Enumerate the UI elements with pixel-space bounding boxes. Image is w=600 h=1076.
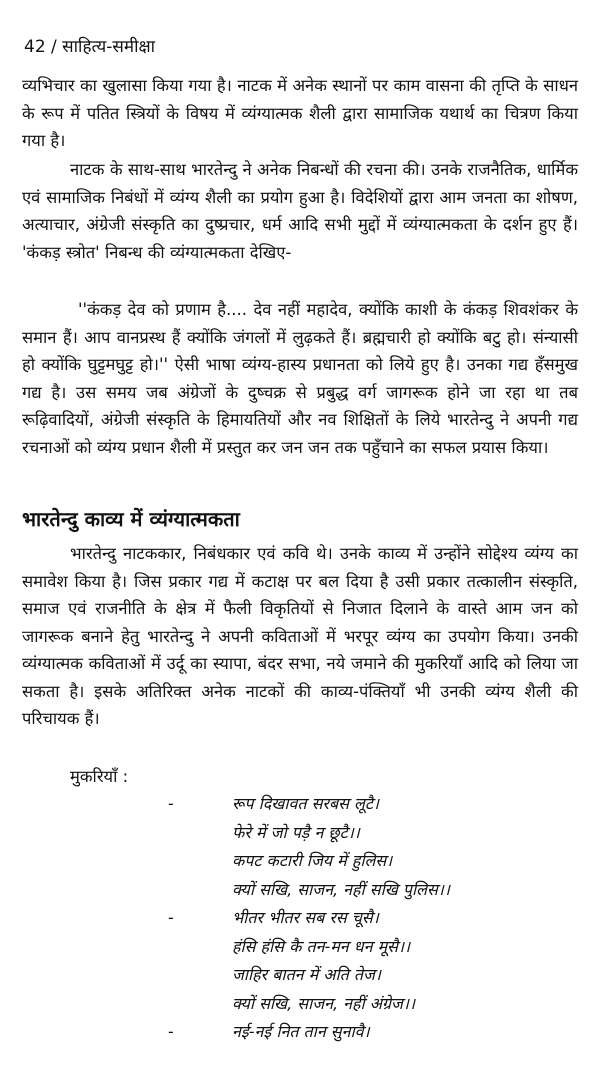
verse-line (0, 876, 600, 905)
verse-text: जाहिर बातन में अति तेज। (232, 965, 381, 984)
mukri-label: मुकरियाँ : (70, 767, 129, 786)
verse-line (0, 933, 600, 962)
section-heading: भारतेन्दु काव्य में व्यंग्यात्मकता (22, 507, 240, 531)
verse-line (0, 790, 600, 819)
verse-line (0, 904, 600, 933)
verse-dash: - (168, 1022, 174, 1041)
paragraph-1: व्यभिचार का खुलासा किया गया है। नाटक में अनेक स्थानों पर काम वासना की तृप्ति के साधन के रूप में पतित स्त्रियों के विषय में व्यंग्यात्मक शैली द्वारा सामाजिक यथार्थ का चित्रण किया गया है। (22, 76, 578, 150)
verse-dash: - (168, 908, 174, 927)
verse-text: हंसि हंसि कै तन-मन धन मूसै।। (232, 936, 411, 956)
verse-text: फेरे में जो पड़ै न छूटै।। (232, 822, 360, 842)
page-header: 42 / साहित्य-समीक्षा (24, 37, 156, 57)
verse-text: कपट कटारी जिय में हुलिस। (232, 851, 393, 870)
verse-text: रूप दिखावत सरबस लूटै। (232, 794, 379, 813)
quote-paragraph: ''कंकड़ देव को प्रणाम है.... देव नहीं महादेव, क्योंकि काशी के कंकड़ शिवशंकर के समान हैं। आप वानप्रस्थ हैं क्योंकि जंगलों में लुढ़कते हैं। ब्रह्मचारी हो क्योंकि बटु हो। संन्यासी हो क्योंकि घुट्टमघुट्ट हो।'' ऐसी भाषा व्यंग्य-हास्य प्रधानता को लिये हुए है। उनका गद्य हँसमुख गद्य है। उस समय जब अंग्रेजों के दुष्चक्र से प्रबुद्ध वर्ग जागरूक होने जा रहा था तब रूढ़िवादियों, अंग्रेजी संस्कृति के हिमायतियों और नव शिक्षितों के लिये भारतेन्दु ने अपनी गद्य रचनाओं को व्यंग्य प्रधान शैली में प्रस्तुत कर जन जन तक पहुँचाने का सफल प्रयास किया। (22, 300, 578, 457)
verse-text: नई-नई नित तान सुनावै। (232, 1022, 370, 1041)
verse-text: क्यों सखि, साजन, नहीं सखि पुलिस।। (232, 879, 450, 899)
verse-text: भीतर भीतर सब रस चूसै। (232, 908, 379, 927)
verse-line (0, 961, 600, 990)
section-paragraph: भारतेन्दु नाटककार, निबंधकार एवं कवि थे। उनके काव्य में उन्होंने सोद्देश्य व्यंग्य का समावेश किया है। जिस प्रकार गद्य में कटाक्ष पर बल दिया है उसी प्रकार तत्कालीन संस्कृति, समाज एवं राजनीति के क्षेत्र में फैली विकृतियों से निजात दिलाने के वास्ते आम जन को जागरूक बनाने हेतु भारतेन्दु ने अपनी कविताओं में भरपूर व्यंग्य का उपयोग किया। उनकी व्यंग्यात्मक कविताओं में उर्दू का स्यापा, बंदर सभा, नये जमाने की मुकरियाँ आदि को लिया जा सकता है। इसके अतिरिक्त अनेक नाटकों की काव्य-पंक्तियाँ भी उनकी व्यंग्य शैली की परिचायक हैं। (22, 544, 578, 728)
paragraph-2: नाटक के साथ-साथ भारतेन्दु ने अनेक निबन्धों की रचना की। उनके राजनैतिक, धार्मिक एवं सामाजिक निबंधों में व्यंग्य शैली का प्रयोग हुआ है। विदेशियों द्वारा आम जनता का शोषण, अत्याचार, अंग्रेजी संस्कृति का दुष्प्रचार, धर्म आदि सभी मुद्दों में व्यंग्यात्मकता के दर्शन हुए हैं। 'कंकड़ स्त्रोत' निबन्ध की व्यंग्यात्मकता देखिए- (22, 160, 578, 262)
verse-line (0, 847, 600, 876)
verse-line (0, 1018, 600, 1047)
verse-line (0, 990, 600, 1019)
poem-block (0, 790, 600, 1047)
verse-dash: - (168, 794, 174, 813)
verse-text: क्यों सखि, साजन, नहीं अंग्रेज।। (232, 993, 416, 1013)
verse-line (0, 819, 600, 848)
